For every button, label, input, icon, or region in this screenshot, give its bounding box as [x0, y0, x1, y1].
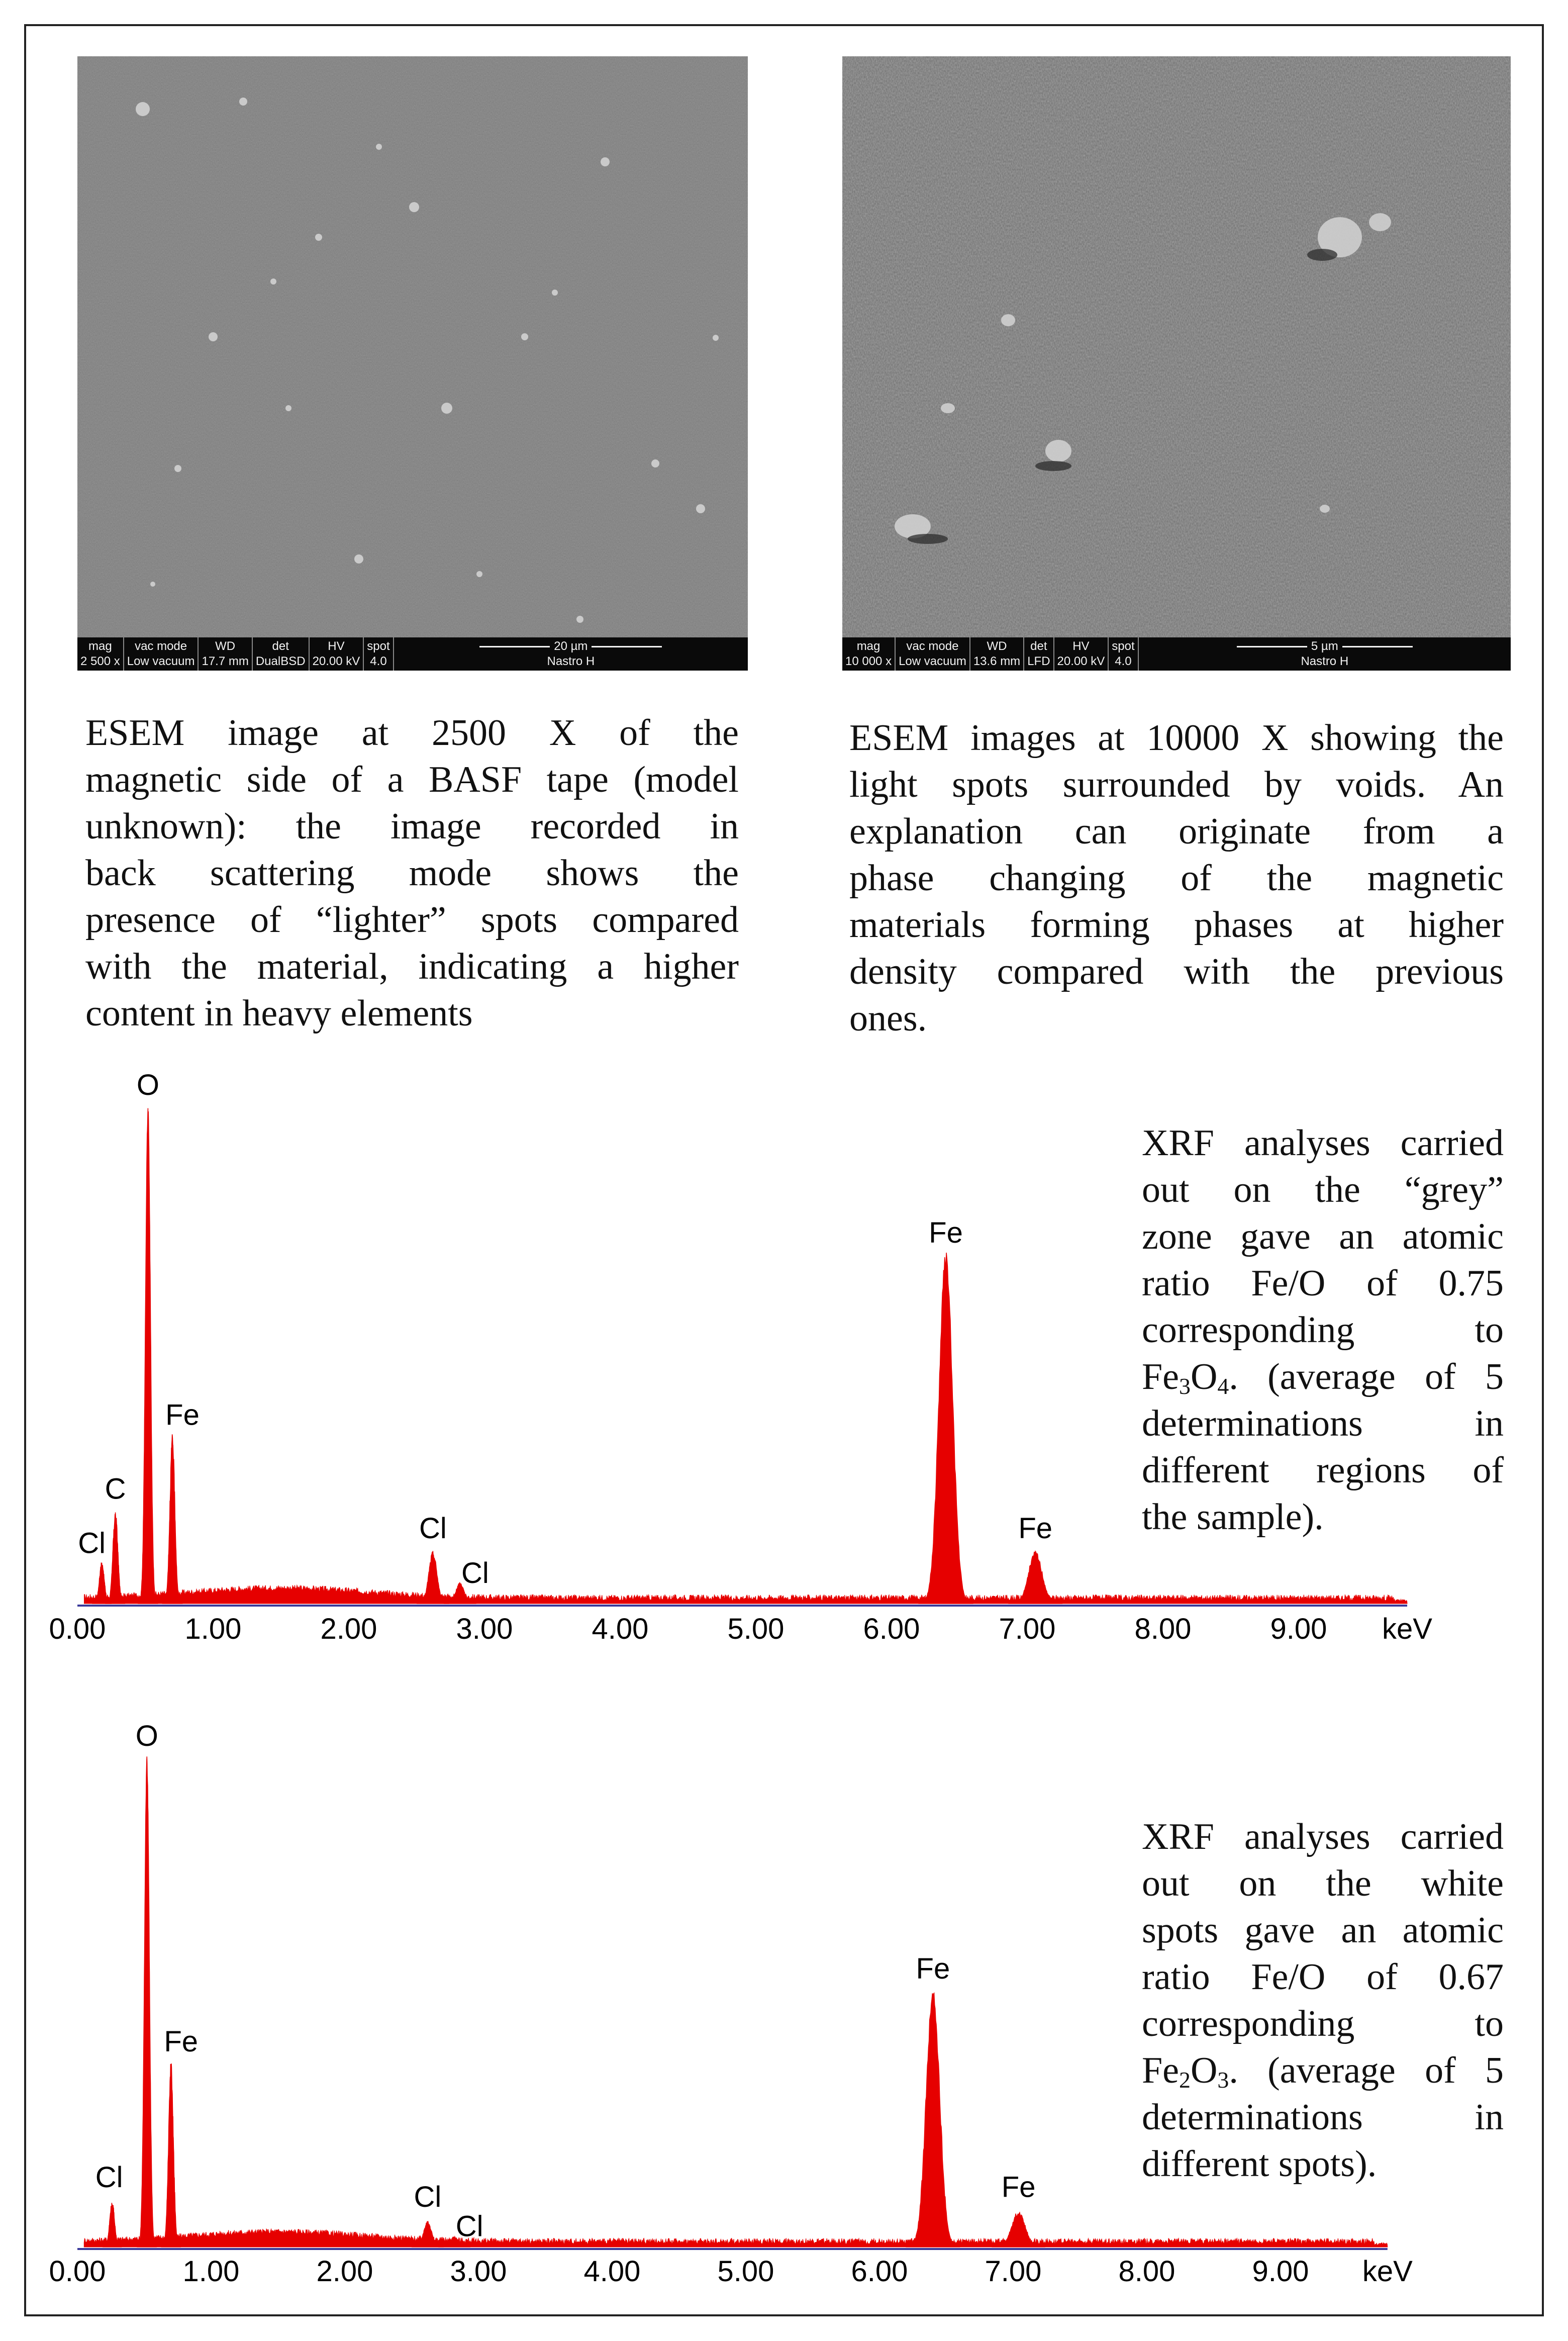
caption-line: ones.	[849, 998, 927, 1039]
caption-left	[85, 710, 739, 1037]
databar-col-vac-mode: vac mode Low vacuum	[124, 637, 199, 671]
peak-label-cl: Cl	[414, 2180, 442, 2213]
x-tick-label: 6.00	[851, 2255, 908, 2288]
databar-col-det: det DualBSD	[253, 637, 310, 671]
peak-fe	[919, 1253, 973, 1604]
databar-col-spot: spot 4.0	[1109, 637, 1138, 671]
esem-right-texture	[842, 56, 1511, 637]
x-tick-label: 7.00	[985, 2255, 1042, 2288]
caption-line: out on the white	[1142, 1863, 1504, 1904]
databar-col-mag: mag 2 500 x	[77, 637, 124, 671]
databar-col-wd: WD 17.7 mm	[199, 637, 252, 671]
caption-line: content in heavy elements	[85, 993, 473, 1034]
caption-line: ESEM images at 10000 X showing the	[849, 717, 1504, 759]
peak-label-fe: Fe	[929, 1216, 963, 1249]
caption-line: ratio Fe/O of 0.67	[1142, 1956, 1504, 1998]
x-tick-label: 1.00	[184, 1613, 242, 1645]
caption-line: presence of “lighter” spots compared	[85, 899, 739, 941]
caption-line: the sample).	[1142, 1496, 1324, 1538]
x-tick-label: 6.00	[863, 1613, 920, 1645]
peak-label-fe: Fe	[1001, 2171, 1036, 2204]
xrf-caption-white-spots	[1142, 1814, 1504, 2188]
caption-line: explanation can originate from a	[849, 811, 1504, 852]
x-tick-label: 0.00	[49, 1613, 106, 1645]
x-tick-label: 8.00	[1134, 1613, 1192, 1645]
formula-line: $Fe_2O_3$. (average of 5	[1142, 2050, 1504, 2093]
caption-line: determinations in	[1142, 1403, 1504, 1444]
formula-line: $Fe_3O_4$. (average of 5	[1142, 1356, 1504, 1399]
caption-line: zone gave an atomic	[1142, 1216, 1504, 1257]
esem-right-databar	[842, 637, 1511, 671]
databar-col-wd: WD 13.6 mm	[970, 637, 1024, 671]
x-tick-label: 1.00	[182, 2255, 240, 2288]
databar-col-mag: mag 10 000 x	[842, 637, 896, 671]
x-tick-label: 8.00	[1118, 2255, 1175, 2288]
x-tick-label: 9.00	[1270, 1613, 1327, 1645]
peak-label-c: C	[105, 1472, 126, 1506]
caption-right	[849, 715, 1504, 1042]
x-tick-label: 5.00	[717, 2255, 774, 2288]
peak-o	[138, 1108, 158, 1604]
caption-line: density compared with the previous	[849, 951, 1504, 992]
databar-col-scale	[1139, 637, 1511, 671]
caption-line: light spots surrounded by voids. An	[849, 764, 1504, 805]
peak-label-o: O	[136, 1069, 159, 1101]
x-tick-label: 2.00	[320, 1613, 377, 1645]
peak-label-cl: Cl	[461, 1556, 489, 1589]
peak-label-cl: Cl	[419, 1512, 447, 1545]
scale-bar-label: 5 µm	[1311, 639, 1338, 653]
peak-label-fe: Fe	[164, 2025, 199, 2058]
xrf-caption-grey-zone	[1142, 1120, 1504, 1541]
caption-line: magnetic side of a BASF tape (model	[85, 759, 739, 800]
peak-fe	[906, 1993, 959, 2247]
caption-line: materials forming phases at higher	[849, 904, 1504, 946]
x-tick-label: keV	[1362, 2255, 1413, 2288]
peak-label-cl: Cl	[95, 2161, 123, 2194]
operator-label: Nastro H	[547, 654, 595, 668]
caption-line: different spots).	[1142, 2143, 1377, 2185]
scale-bar-label: 20 µm	[554, 639, 588, 653]
caption-line: XRF analyses carried	[1142, 1122, 1504, 1164]
peak-label-cl: Cl	[78, 1527, 106, 1560]
spectrum-continuum	[84, 1585, 1408, 1604]
x-tick-label: 0.00	[49, 2255, 106, 2288]
caption-line: back scattering mode shows the	[85, 853, 739, 894]
x-tick-label: 3.00	[450, 2255, 507, 2288]
esem-left-databar	[77, 637, 748, 671]
x-tick-label: 7.00	[999, 1613, 1056, 1645]
esem-left-texture	[77, 56, 748, 637]
databar-col-vac-mode: vac mode Low vacuum	[896, 637, 970, 671]
peak-label-cl: Cl	[455, 2210, 483, 2243]
x-tick-label: 3.00	[456, 1613, 513, 1645]
x-tick-label: 4.00	[583, 2255, 641, 2288]
databar-col-det: det LFD	[1024, 637, 1054, 671]
peak-label-o: O	[135, 1720, 158, 1752]
x-tick-label: 9.00	[1252, 2255, 1309, 2288]
caption-line: corresponding to	[1142, 2003, 1504, 2044]
caption-line: corresponding to	[1142, 1309, 1504, 1351]
caption-line: determinations in	[1142, 2097, 1504, 2138]
peak-fe	[163, 1434, 182, 1604]
x-tick-label: 5.00	[727, 1613, 785, 1645]
databar-col-hv: HV 20.00 kV	[1054, 637, 1109, 671]
caption-line: different regions of	[1142, 1450, 1504, 1491]
databar-col-hv: HV 20.00 kV	[310, 637, 364, 671]
caption-line: ESEM image at 2500 X of the	[85, 712, 739, 754]
peak-label-fe: Fe	[1018, 1512, 1053, 1545]
x-tick-label: 2.00	[316, 2255, 373, 2288]
caption-line: phase changing of the magnetic	[849, 858, 1504, 899]
peak-fe	[161, 2064, 180, 2247]
caption-line: unknown): the image recorded in	[85, 806, 739, 847]
databar-col-scale	[394, 637, 748, 671]
caption-line: XRF analyses carried	[1142, 1816, 1504, 1857]
peak-label-fe: Fe	[916, 1952, 950, 1986]
peak-o	[137, 1756, 156, 2247]
spectrum-continuum	[84, 2229, 1388, 2247]
esem-image-right	[842, 56, 1511, 671]
operator-label: Nastro H	[1301, 654, 1349, 668]
peak-label-fe: Fe	[165, 1398, 200, 1432]
databar-col-spot: spot 4.0	[364, 637, 394, 671]
caption-line: ratio Fe/O of 0.75	[1142, 1263, 1504, 1304]
caption-line: spots gave an atomic	[1142, 1910, 1504, 1951]
esem-image-left	[77, 56, 748, 671]
caption-line: with the material, indicating a higher	[85, 946, 739, 987]
x-tick-label: 4.00	[592, 1613, 649, 1645]
x-tick-label: keV	[1382, 1613, 1432, 1645]
peak-c	[106, 1513, 125, 1604]
caption-line: out on the “grey”	[1142, 1169, 1504, 1210]
